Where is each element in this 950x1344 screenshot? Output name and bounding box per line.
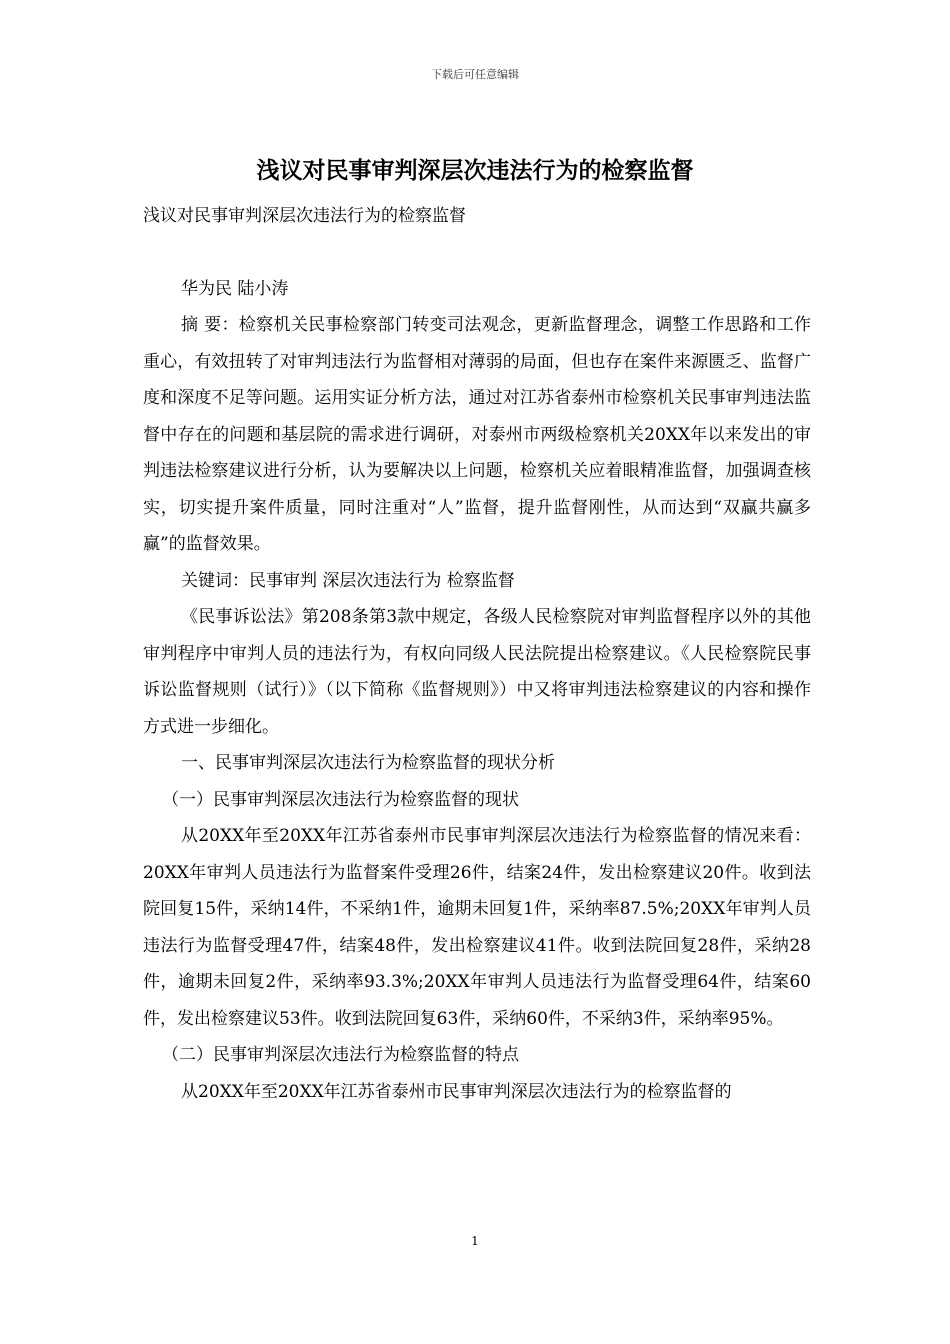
document-body xyxy=(143,198,811,1110)
features-paragraph: 从20XX年至20XX年江苏省泰州市民事审判深层次违法行为的检察监督的 xyxy=(181,1081,732,1102)
intro-paragraph: 《民事诉讼法》第208条第3款中规定，各级人民检察院对审判监督程序以外的其他审判程序中审判人员的违法行为，有权向同级人民法院提出检察建议。《人民检察院民事诉讼监督规则（试行）》（以下简称《监督规则》）中又将审判违法检察建议的内容和操作方式进一步细化。 xyxy=(143,607,811,737)
page-number: 1 xyxy=(471,1234,479,1248)
section-heading-1: 一、民事审判深层次违法行为检察监督的现状分析 xyxy=(181,753,555,773)
authors-line: 华为民 陆小涛 xyxy=(181,278,289,299)
abstract-paragraph: 摘 要：检察机关民事检察部门转变司法观念，更新监督理念，调整工作思路和工作重心，有效扭转了对审判违法行为监督相对薄弱的局面，但也存在案件来源匮乏、监督广度和深度不足等问题。运用实证分析方法，通过对江苏省泰州市检察机关民事审判违法监督中存在的问题和基层院的需求进行调研，对泰州市两级检察机关20XX年以来发出的审判违法检察建议进行分析，认为要解决以上问题，检察机关应着眼精准监督，加强调查核实，切实提升案件质量，同时注重对“人”监督，提升监督刚性，从而达到“双赢共赢多赢”的监督效果。 xyxy=(143,315,811,554)
subsection-heading-1-2: （二）民事审判深层次违法行为检察监督的特点 xyxy=(162,1045,519,1065)
subsection-heading-1-1: （一）民事审判深层次违法行为检察监督的现状 xyxy=(162,789,519,810)
document-title: 浅议对民事审判深层次违法行为的检察监督 xyxy=(256,158,694,184)
document-subtitle: 浅议对民事审判深层次违法行为的检察监督 xyxy=(143,206,466,226)
page-header: 下载后可任意编辑 xyxy=(431,68,519,81)
keywords-line: 关键词：民事审判 深层次违法行为 检察监督 xyxy=(181,570,515,591)
status-paragraph: 从20XX年至20XX年江苏省泰州市民事审判深层次违法行为检察监督的情况来看：20XX年审判人员违法行为监督案件受理26件，结案24件，发出检察建议20件。收到法院回复15件，采纳14件，不采纳1件，逾期未回复1件，采纳率87.5%;20XX年审判人员违法行为监督受理47件，结案48件，发出检察建议41件。收到法院回复28件，采纳28件，逾期未回复2件，采纳率93.3%;20XX年审判人员违法行为监督受理64件，结案60件，发出检察建议53件。收到法院回复63件，采纳60件，不采纳3件，采纳率95%。 xyxy=(143,826,811,1029)
